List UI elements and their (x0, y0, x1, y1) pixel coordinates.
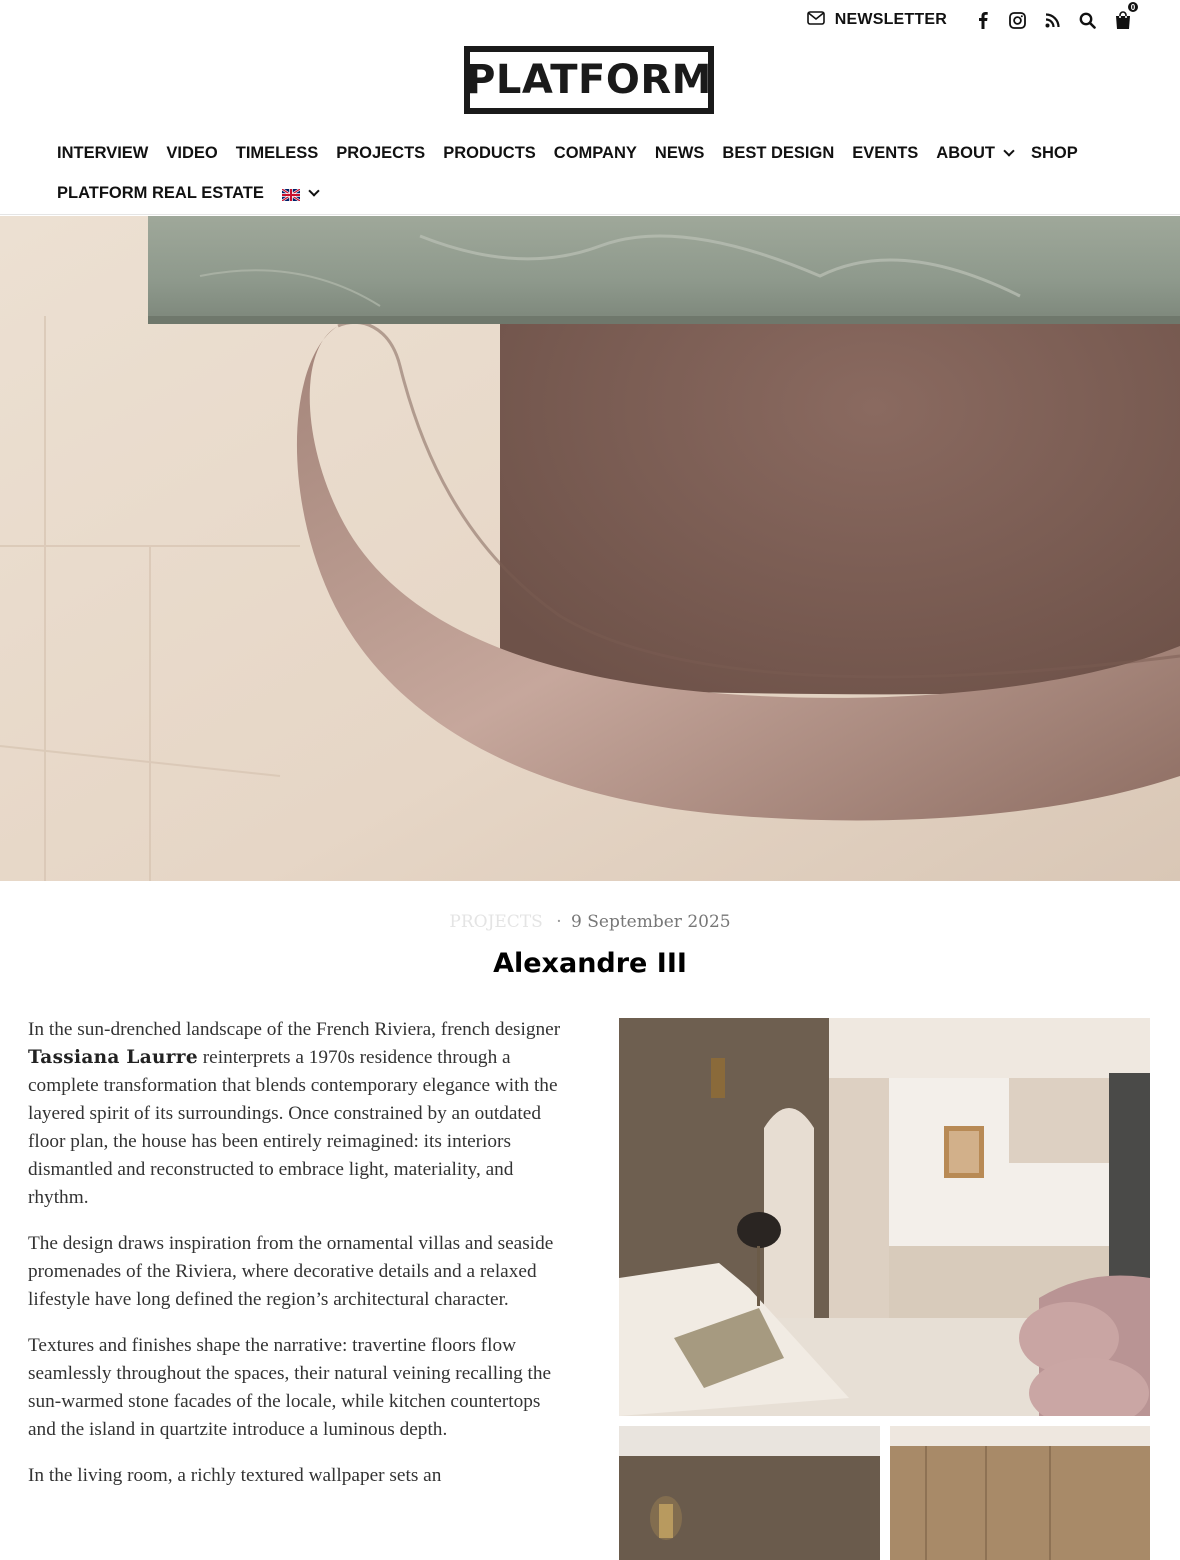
gallery-image-3[interactable] (890, 1426, 1150, 1560)
rss-icon[interactable] (1035, 0, 1070, 40)
nav-label: ABOUT (936, 143, 995, 162)
language-switcher[interactable] (282, 187, 318, 199)
nav-label: PLATFORM REAL ESTATE (57, 183, 264, 202)
nav-label: BEST DESIGN (722, 143, 835, 162)
cart-icon[interactable] (1105, 0, 1140, 40)
nav-row-2 (57, 174, 1157, 212)
article-date: 9 September 2025 (571, 912, 731, 932)
article-paragraph: Textures and finishes shape the narrative: travertine floors flow seamlessly throughout the spaces, their natural veining recalling the sun-warmed stone facades of the locale, while kitchen countertops and the island in quartzite introduce a luminous depth. (28, 1335, 552, 1440)
article-paragraph (28, 1016, 568, 1212)
article-paragraph: In the living room, a richly textured wallpaper sets an (28, 1465, 442, 1486)
nav-item-news[interactable] (655, 144, 705, 163)
nav-row-1 (57, 134, 1157, 172)
gallery-image-2[interactable] (619, 1426, 880, 1560)
nav-item-video[interactable] (166, 144, 217, 163)
hero-image (0, 216, 1180, 881)
article-category[interactable]: PROJECTS (449, 912, 543, 932)
nav-label: VIDEO (166, 143, 218, 162)
newsletter-label: NEWSLETTER (834, 11, 947, 28)
nav-item-products[interactable] (443, 144, 536, 163)
site-logo[interactable] (464, 46, 714, 114)
body-fade (0, 1520, 600, 1560)
paragraph-text: In the sun-drenched landscape of the French Riviera, french designer (28, 1019, 561, 1040)
main-nav (57, 134, 1157, 212)
article-title: Alexandre III (493, 948, 687, 979)
nav-item-platform-real-estate[interactable] (57, 184, 264, 203)
nav-item-company[interactable] (554, 144, 637, 163)
instagram-icon[interactable] (1000, 0, 1035, 40)
logo-text: PLATFORM (466, 57, 712, 103)
nav-label: EVENTS (852, 143, 919, 162)
nav-label: NEWS (654, 143, 705, 162)
article-paragraph: The design draws inspiration from the ornamental villas and seaside promenades of the Riviera, where decorative details and a relaxed lifestyle have long defined the region’s architectural character. (28, 1233, 554, 1310)
chevron-down-icon (308, 185, 319, 196)
cart-count-badge: 0 (1127, 1, 1139, 13)
meta-separator: · (556, 912, 562, 932)
search-icon[interactable] (1070, 0, 1105, 40)
nav-label: TIMELESS (235, 143, 319, 162)
header-divider (0, 214, 1180, 215)
utility-bar (807, 0, 1140, 40)
nav-item-projects[interactable] (336, 144, 425, 163)
designer-name: Tassiana Laurre (28, 1047, 198, 1068)
paragraph-text: reinterprets a 1970s residence through a complete transformation that blends contemporary elegance with the layered spirit of its surroundings. Once constrained by an outdated floor plan, the house has been entirely reimagined: its interiors dismantled and reconstructed to embrace light, materiality, and rhythm. (28, 1047, 558, 1208)
nav-item-best-design[interactable] (722, 144, 834, 163)
nav-item-events[interactable] (852, 144, 918, 163)
nav-label: INTERVIEW (57, 143, 149, 162)
nav-item-shop[interactable] (1031, 144, 1078, 163)
nav-label: PRODUCTS (443, 143, 536, 162)
newsletter-link[interactable] (807, 11, 947, 30)
nav-label: COMPANY (553, 143, 637, 162)
chevron-down-icon (1003, 145, 1014, 156)
mail-icon (807, 11, 825, 30)
nav-item-about[interactable] (936, 144, 1013, 163)
article-meta (0, 912, 1180, 932)
facebook-icon[interactable] (965, 0, 1000, 40)
article-body (28, 1016, 568, 1508)
nav-item-interview[interactable] (57, 144, 148, 163)
nav-label: PROJECTS (336, 143, 426, 162)
gallery-image-main[interactable] (619, 1018, 1150, 1416)
nav-label: SHOP (1030, 143, 1078, 162)
nav-item-timeless[interactable] (236, 144, 319, 163)
uk-flag-icon (282, 187, 300, 199)
